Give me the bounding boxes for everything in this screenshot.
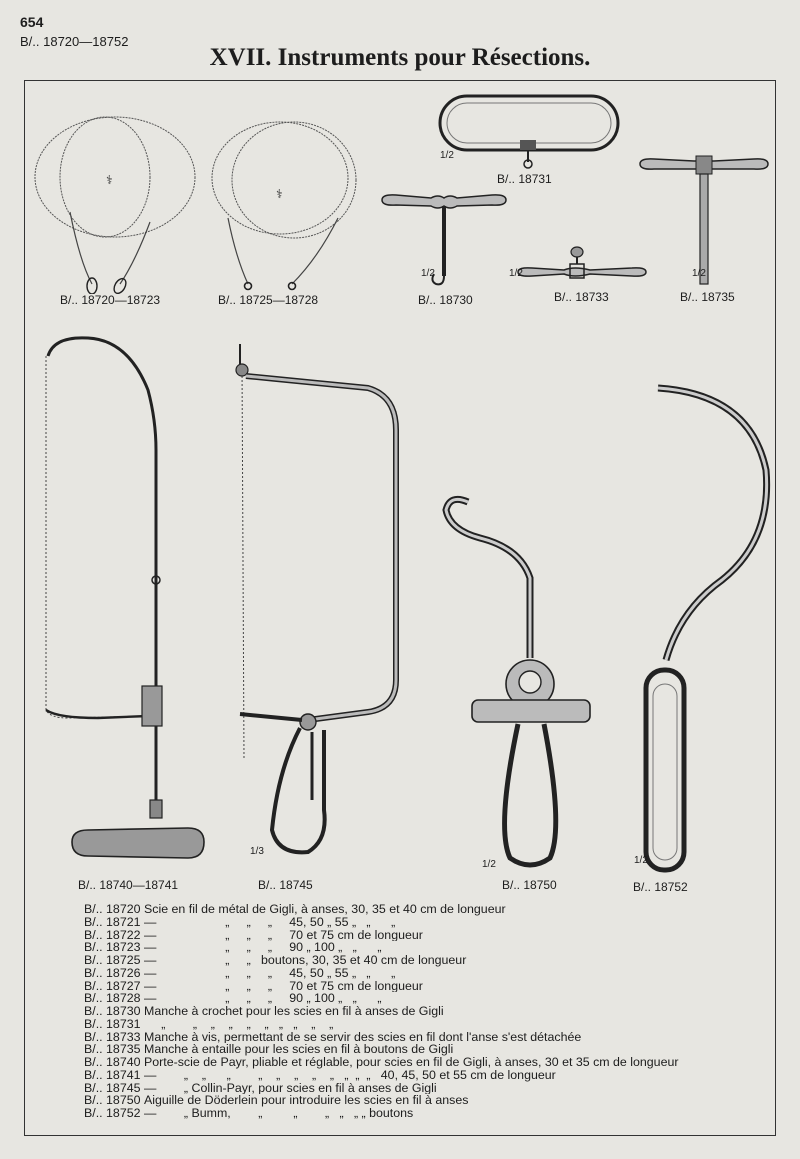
scale-mark-18735: 1/2 (692, 268, 706, 279)
legend-row: B/.. 18730 Manche à crochet pour les scies en fil à anses de Gigli (84, 1004, 444, 1018)
page-number: 654 (20, 14, 44, 30)
caption-18730: B/.. 18730 (418, 293, 473, 307)
payr-saw-holder-figure (38, 330, 218, 880)
scale-mark-18752: 1/2 (634, 855, 648, 866)
legend-row: B/.. 18750 Aiguille de Döderlein pour introduire les scies en fil à anses (84, 1093, 469, 1108)
legend-row: B/.. 18741 — „ „ „ „ „ „ „ „ „ „ „ 40, 45, 50 et 55 cm de longueur (84, 1067, 556, 1082)
caption-18740: B/.. 18740—18741 (78, 878, 179, 892)
oval-frame-handle-figure (436, 92, 622, 172)
caption-18720: B/.. 18720—18723 (60, 293, 161, 307)
scale-mark-18750: 1/2 (482, 859, 496, 870)
legend-row: B/.. 18721 — „ „ „ 45, 50 „ 55 „ „ „ (84, 914, 396, 929)
wire-saw-buttons-figure (208, 118, 363, 296)
caption-18733: B/.. 18733 (554, 290, 609, 304)
legend-row: B/.. 18720 Scie en fil de métal de Gigli, à anses, 30, 35 et 40 cm de longueur (84, 902, 506, 916)
caption-18725: B/.. 18725—18728 (218, 293, 319, 307)
caption-18731: B/.. 18731 (497, 172, 552, 186)
legend-row: B/.. 18752 — „ Bumm, „ „ „ „ „ „ boutons (84, 1106, 414, 1120)
legend-row: B/.. 18740 Porte-scie de Payr, pliable et réglable, pour scies en fil de Gigli, à anses, 30 et 35 cm de longueur (84, 1055, 679, 1069)
caption-18752: B/.. 18752 (633, 880, 688, 894)
hook-handle-figure (376, 186, 512, 290)
caption-18735: B/.. 18735 (680, 290, 735, 304)
legend-row: B/.. 18733 Manche à vis, permettant de se servir des scies en fil dont l'anse s'est détachée (84, 1029, 582, 1044)
legend-row: B/.. 18735 Manche à entaille pour les scies en fil à boutons de Gigli (84, 1042, 454, 1057)
legend-row: B/.. 18725 — „ „ boutons, 30, 35 et 40 cm de longueur (84, 953, 467, 967)
scale-mark-18731: 1/2 (440, 150, 454, 161)
caption-18750: B/.. 18750 (502, 878, 557, 892)
scale-mark-18730: 1/2 (421, 268, 435, 279)
svg-text:⚕: ⚕ (276, 187, 283, 201)
bumm-needle-figure (630, 380, 778, 880)
screw-handle-figure (514, 244, 650, 284)
legend-row: B/.. 18726 — „ „ „ 45, 50 „ 55 „ „ „ (84, 965, 396, 980)
svg-text:⚕: ⚕ (106, 173, 113, 187)
legend-row: B/.. 18745 — „ Collin-Payr, pour scies en fil à anses de Gigli (84, 1080, 437, 1095)
item-legend (84, 903, 774, 1120)
collin-payr-frame-saw-figure (228, 340, 408, 880)
legend-row: B/.. 18722 — „ „ „ 70 et 75 cm de longueur (84, 927, 423, 942)
caption-18745: B/.. 18745 (258, 878, 313, 892)
scale-mark-18733: 1/2 (509, 268, 523, 279)
scale-mark-18745: 1/3 (250, 846, 264, 857)
page-title: XVII. Instruments pour Résections. (209, 44, 591, 71)
legend-row: B/.. 18728 — „ „ „ 90 „ 100 „ „ „ (84, 991, 382, 1006)
legend-row: B/.. 18723 — „ „ „ 90 „ 100 „ „ „ (84, 940, 382, 955)
legend-row: B/.. 18727 — „ „ „ 70 et 75 cm de longueur (84, 978, 423, 993)
wire-saw-loops-figure (30, 112, 200, 294)
doderlein-needle-figure (440, 488, 596, 874)
legend-row: B/.. 18731 „ „ „ „ „ „ „ „ „ „ (84, 1016, 334, 1031)
page-range: B/.. 18720—18752 (20, 34, 129, 49)
